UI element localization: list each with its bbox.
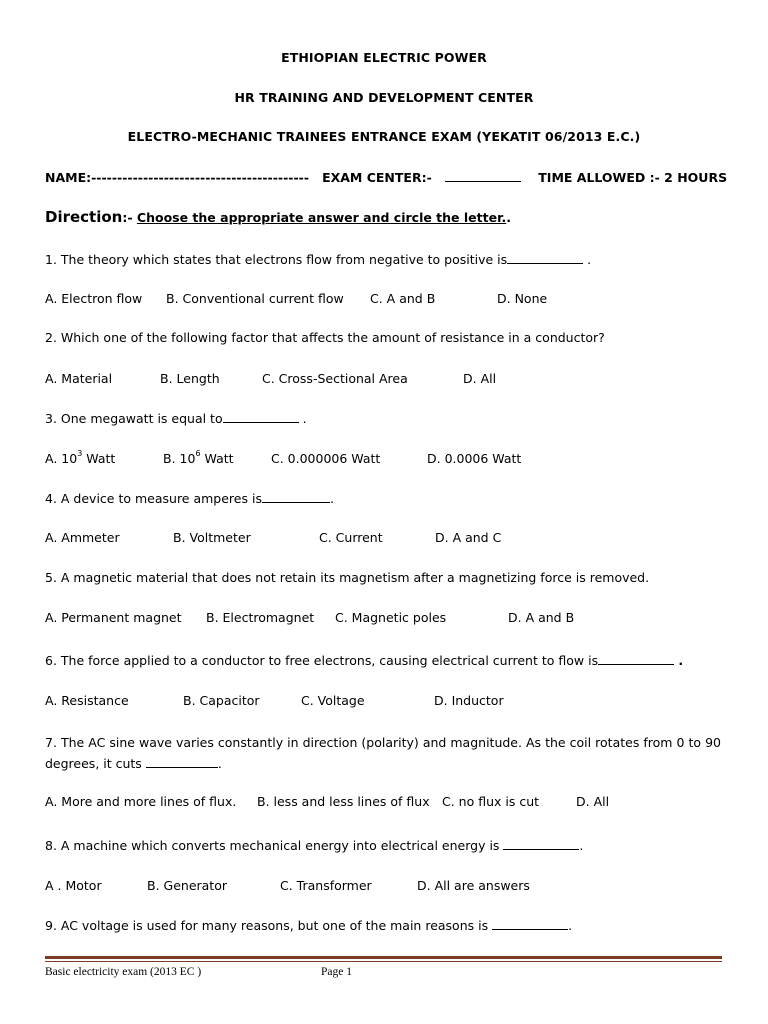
option-b[interactable]: B. Generator bbox=[147, 878, 227, 893]
footer-title: Basic electricity exam (2013 EC ) bbox=[45, 966, 202, 978]
exam-title: ELECTRO-MECHANIC TRAINEES ENTRANCE EXAM (YEKATIT 06/2013 E.C.) bbox=[127, 129, 641, 144]
option-b[interactable]: B. less and less lines of flux bbox=[257, 794, 430, 809]
option-d[interactable]: D. All are answers bbox=[417, 878, 530, 893]
question-punct: . bbox=[674, 653, 684, 668]
option-c[interactable]: C. 0.000006 Watt bbox=[271, 451, 381, 466]
question-3 bbox=[45, 410, 307, 426]
exam-center-label: EXAM CENTER:- bbox=[322, 170, 432, 185]
question-2: 2. Which one of the following factor that affects the amount of resistance in a conductor? bbox=[45, 330, 605, 345]
direction bbox=[45, 208, 511, 226]
question-7 bbox=[45, 732, 721, 774]
answer-blank[interactable] bbox=[598, 652, 674, 665]
option-a[interactable]: A. Ammeter bbox=[45, 530, 120, 545]
option-a[interactable]: A. Resistance bbox=[45, 693, 129, 708]
direction-sep: :- bbox=[122, 210, 137, 225]
question-punct: . bbox=[217, 756, 222, 771]
option-a[interactable]: A. Electron flow bbox=[45, 291, 143, 306]
option-a[interactable]: A . Motor bbox=[45, 878, 102, 893]
question-9 bbox=[45, 917, 572, 933]
option-a[interactable]: A. $10^3$ Watt bbox=[45, 449, 116, 466]
question-text: 7. The AC sine wave varies constantly in direction (polarity) and magnitude. As the coil rotates from 0 to 90 degrees, it cuts bbox=[45, 735, 721, 771]
answer-blank[interactable] bbox=[492, 917, 568, 930]
option-d[interactable]: D. All bbox=[576, 794, 610, 809]
option-b[interactable]: B. Length bbox=[160, 371, 220, 386]
option-b[interactable]: B. Conventional current flow bbox=[166, 291, 344, 306]
answer-blank[interactable] bbox=[507, 251, 583, 264]
footer-rule-thick bbox=[45, 956, 722, 959]
question-punct: . bbox=[579, 838, 584, 853]
question-punct: . bbox=[568, 918, 573, 933]
option-c[interactable]: C. Current bbox=[319, 530, 383, 545]
question-punct: . bbox=[329, 491, 334, 506]
answer-blank[interactable] bbox=[223, 410, 299, 423]
option-b[interactable]: B. $10^6$ Watt bbox=[163, 449, 234, 466]
question-text: 4. A device to measure amperes is bbox=[45, 491, 262, 506]
direction-label: Direction bbox=[45, 208, 123, 226]
question-text: 6. The force applied to a conductor to free electrons, causing electrical current to flow is bbox=[45, 653, 599, 668]
option-b[interactable]: B. Electromagnet bbox=[206, 610, 315, 625]
question-1 bbox=[45, 251, 591, 267]
option-c[interactable]: C. no flux is cut bbox=[442, 794, 540, 809]
question-punct: . bbox=[583, 252, 592, 267]
time-allowed: TIME ALLOWED :- 2 HOURS bbox=[538, 170, 728, 185]
direction-trail: . bbox=[506, 210, 511, 225]
question-text: 3. One megawatt is equal to bbox=[45, 411, 223, 426]
option-a[interactable]: A. Permanent magnet bbox=[45, 610, 182, 625]
option-c[interactable]: C. Cross-Sectional Area bbox=[262, 371, 408, 386]
page-number: Page 1 bbox=[321, 966, 352, 978]
option-c[interactable]: C. A and B bbox=[370, 291, 436, 306]
option-d[interactable]: D. Inductor bbox=[434, 693, 504, 708]
option-d[interactable]: D. None bbox=[497, 291, 548, 306]
option-c[interactable]: C. Transformer bbox=[280, 878, 372, 893]
name-field[interactable]: NAME:------------------------------------------ bbox=[45, 170, 310, 185]
organization-title: ETHIOPIAN ELECTRIC POWER bbox=[281, 50, 487, 65]
info-line bbox=[45, 169, 727, 185]
question-punct: . bbox=[298, 411, 307, 426]
question-text: 8. A machine which converts mechanical energy into electrical energy is bbox=[45, 838, 500, 853]
question-4 bbox=[45, 490, 334, 506]
answer-blank[interactable] bbox=[503, 837, 579, 850]
question-8 bbox=[45, 837, 583, 853]
option-d[interactable]: D. 0.0006 Watt bbox=[427, 451, 522, 466]
question-5: 5. A magnetic material that does not retain its magnetism after a magnetizing force is removed. bbox=[45, 570, 650, 585]
option-d[interactable]: D. A and C bbox=[435, 530, 502, 545]
direction-text: Choose the appropriate answer and circle the letter. bbox=[136, 210, 507, 225]
answer-blank[interactable] bbox=[146, 755, 218, 768]
footer-rule-thin bbox=[45, 961, 722, 962]
question-text: 1. The theory which states that electrons flow from negative to positive is bbox=[45, 252, 508, 267]
question-text: 9. AC voltage is used for many reasons, but one of the main reasons is bbox=[45, 918, 489, 933]
option-c[interactable]: C. Voltage bbox=[301, 693, 365, 708]
option-b[interactable]: B. Voltmeter bbox=[173, 530, 251, 545]
option-a[interactable]: A. Material bbox=[45, 371, 113, 386]
option-d[interactable]: D. All bbox=[463, 371, 497, 386]
center-title: HR TRAINING AND DEVELOPMENT CENTER bbox=[234, 90, 534, 105]
answer-blank[interactable] bbox=[262, 490, 330, 503]
question-6 bbox=[45, 652, 683, 668]
option-a[interactable]: A. More and more lines of flux. bbox=[45, 794, 237, 809]
option-b[interactable]: B. Capacitor bbox=[183, 693, 260, 708]
option-d[interactable]: D. A and B bbox=[508, 610, 575, 625]
exam-center-blank[interactable] bbox=[445, 169, 521, 182]
option-c[interactable]: C. Magnetic poles bbox=[335, 610, 447, 625]
